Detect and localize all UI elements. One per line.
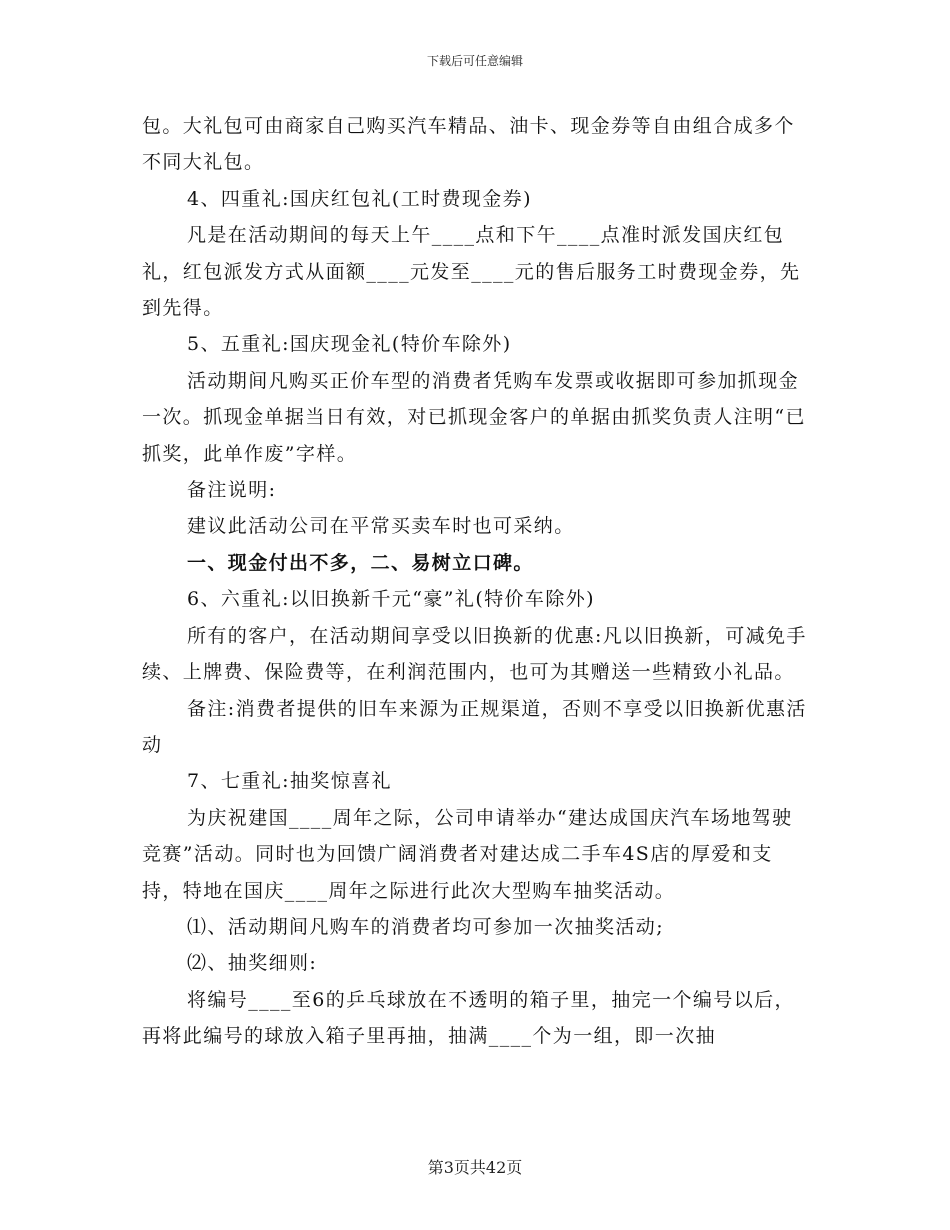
paragraph: 7、七重礼:抽奖惊喜礼 (187, 770, 392, 793)
paragraph: 5、五重礼:国庆现金礼(特价车除外) (187, 333, 512, 356)
paragraph: 所有的客户，在活动期间享受以旧换新的优惠:凡以旧换新，可减免手续、上牌费、保险费等，在利润范围内，也可为其赠送一些精致小礼品。 (142, 624, 807, 684)
paragraph: 备注:消费者提供的旧车来源为正规渠道，否则不享受以旧换新优惠活动 (142, 697, 807, 756)
document-body (142, 108, 812, 1055)
page-number: 第3页共42页 (427, 1158, 523, 1177)
paragraph: 一、现金付出不多，二、易树立口碑。 (187, 551, 534, 574)
paragraph: 6、六重礼:以旧换新千元“豪”礼(特价车除外) (187, 588, 595, 611)
paragraph: 凡是在活动期间的每天上午____点和下午____点准时派发国庆红包礼，红包派发方式从面额____元发至____元的售后服务工时费现金券，先到先得。 (142, 224, 801, 320)
paragraph: 为庆祝建国____周年之际，公司申请举办“建达成国庆汽车场地驾驶竞赛”活动。同时也为回馈广阔消费者对建达成二手车4S店的厚爱和支持，特地在国庆____周年之际进行此次大型购车抽奖活动。 (142, 806, 793, 902)
paragraph: ⑵、抽奖细则: (187, 952, 318, 975)
paragraph: 建议此活动公司在平常买卖车时也可采纳。 (187, 515, 575, 538)
paragraph: ⑴、活动期间凡购车的消费者均可参加一次抽奖活动; (187, 915, 665, 938)
paragraph: 活动期间凡购买正价车型的消费者凭购车发票或收据即可参加抓现金一次。抓现金单据当日有效，对已抓现金客户的单据由抓奖负责人注明“已抓奖，此单作废”字样。 (142, 369, 806, 465)
paragraph: 包。大礼包可由商家自己购买汽车精品、油卡、现金券等自由组合成多个不同大礼包。 (142, 115, 795, 174)
paragraph: 4、四重礼:国庆红包礼(工时费现金券) (187, 187, 532, 210)
paragraph: 将编号____至6的乒乓球放在不透明的箱子里，抽完一个编号以后，再将此编号的球放入箱子里再抽，抽满____个为一组，即一次抽 (142, 988, 795, 1048)
paragraph: 备注说明: (187, 479, 277, 502)
page-header: 下载后可任意编辑 (426, 54, 523, 68)
